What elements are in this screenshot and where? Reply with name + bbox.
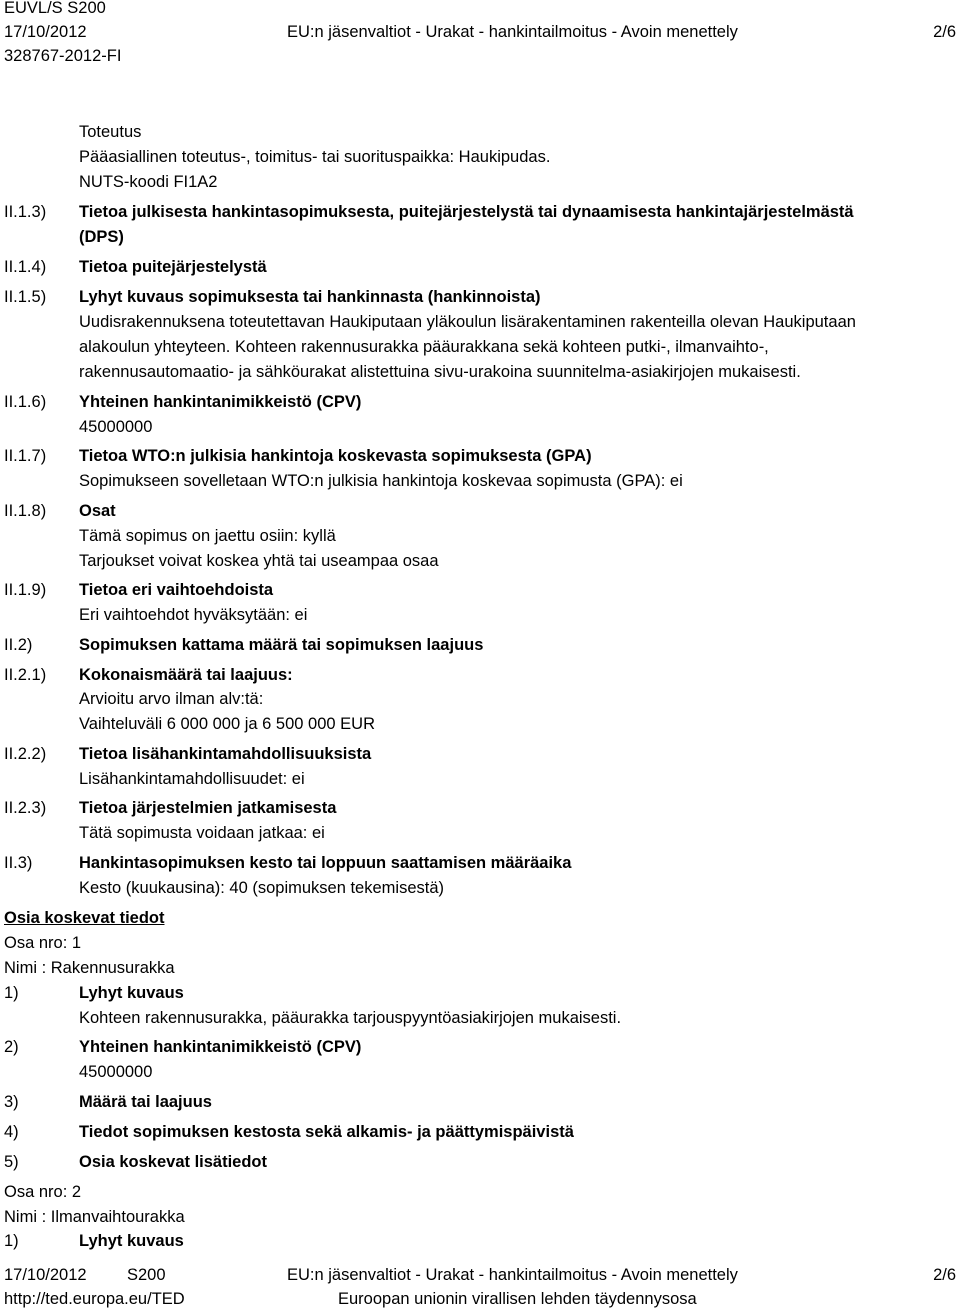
section-label: II.1.6) [4, 393, 47, 411]
lot-item-heading: Lyhyt kuvaus [79, 1232, 184, 1250]
section-heading: Osat [79, 502, 116, 520]
section-heading: Yhteinen hankintanimikkeistö (CPV) [79, 393, 362, 411]
section-line: Tätä sopimusta voidaan jatkaa: ei [79, 824, 325, 842]
lot-number: Osa nro: 2 [4, 1183, 82, 1201]
section-label: II.2.1) [4, 666, 47, 684]
lot-item-number: 1) [4, 1232, 19, 1250]
section-label: II.3) [4, 854, 33, 872]
lot-item-heading: Tiedot sopimuksen kestosta sekä alkamis- ja päättymispäivistä [79, 1123, 574, 1141]
section-line: Lisähankintamahdollisuudet: ei [79, 770, 305, 788]
lot-item-text: 45000000 [79, 1063, 153, 1081]
section-label: II.2.3) [4, 799, 47, 817]
section-label: II.1.3) [4, 203, 47, 221]
section-label: II.1.7) [4, 447, 47, 465]
section-label: II.1.4) [4, 258, 47, 276]
header-doc-id: 328767-2012-FI [4, 47, 122, 65]
section-heading: Kokonaismäärä tai laajuus: [79, 666, 293, 684]
lot-item-number: 2) [4, 1038, 19, 1056]
section-line: Sopimukseen sovelletaan WTO:n julkisia hankintoja koskevaa sopimusta (GPA): ei [79, 472, 683, 490]
header-date: 17/10/2012 [4, 23, 87, 41]
section-heading: Sopimuksen kattama määrä tai sopimuksen laajuus [79, 636, 484, 654]
footer-date: 17/10/2012 [4, 1266, 87, 1284]
section-heading: Tietoa eri vaihtoehdoista [79, 581, 274, 599]
section-heading: Hankintasopimuksen kesto tai loppuun saattamisen määräaika [79, 854, 572, 872]
lot-item-heading: Määrä tai laajuus [79, 1093, 212, 1111]
header-form: EUVL/S S200 [4, 0, 106, 17]
section-line: Arvioitu arvo ilman alv:tä: [79, 690, 264, 708]
lot-number: Osa nro: 1 [4, 934, 82, 952]
section-line: alakoulun yhteyteen. Kohteen rakennusurakka pääurakkana sekä kohteen putki-, ilmanvaihto-, [79, 338, 769, 356]
section-line: Vaihteluväli 6 000 000 ja 6 500 000 EUR [79, 715, 375, 733]
section-line: 45000000 [79, 418, 153, 436]
lot-item-number: 3) [4, 1093, 19, 1111]
footer-form: S200 [127, 1266, 166, 1284]
lot-item-number: 5) [4, 1153, 19, 1171]
section-heading: Tietoa järjestelmien jatkamisesta [79, 799, 337, 817]
lot-item-number: 1) [4, 984, 19, 1002]
lot-item-heading: Yhteinen hankintanimikkeistö (CPV) [79, 1038, 362, 1056]
section-heading: Tietoa lisähankintamahdollisuuksista [79, 745, 372, 763]
footer-url[interactable]: http://ted.europa.eu/TED [4, 1290, 185, 1308]
header-page-number: 2/6 [933, 23, 956, 41]
footer-page-number: 2/6 [933, 1266, 956, 1284]
lot-name: Nimi : Ilmanvaihtourakka [4, 1208, 185, 1226]
section-line: Tämä sopimus on jaettu osiin: kyllä [79, 527, 336, 545]
section-label: II.2.2) [4, 745, 47, 763]
section-line: rakennusautomaatio- ja sähköurakat alistettuina sivu-urakoina suunnitelma-asiakirjojen mukaisesti. [79, 363, 801, 381]
section-label: II.2) [4, 636, 33, 654]
section-heading: Tietoa puitejärjestelystä [79, 258, 267, 276]
section-line: NUTS-koodi FI1A2 [79, 173, 218, 191]
section-label: II.1.9) [4, 581, 47, 599]
lot-item-number: 4) [4, 1123, 19, 1141]
header-title: EU:n jäsenvaltiot - Urakat - hankintailmoitus - Avoin menettely [287, 23, 738, 41]
section-line: Kesto (kuukausina): 40 (sopimuksen tekemisestä) [79, 879, 444, 897]
lots-title: Osia koskevat tiedot [4, 909, 165, 927]
lot-item-heading: Lyhyt kuvaus [79, 984, 184, 1002]
section-line: Tarjoukset voivat koskea yhtä tai useampaa osaa [79, 552, 439, 570]
lot-name: Nimi : Rakennusurakka [4, 959, 175, 977]
section-line: Toteutus [79, 123, 142, 141]
footer-title: EU:n jäsenvaltiot - Urakat - hankintailmoitus - Avoin menettely [287, 1266, 738, 1284]
section-label: II.1.5) [4, 288, 47, 306]
section-heading: Tietoa WTO:n julkisia hankintoja koskevasta sopimuksesta (GPA) [79, 447, 592, 465]
section-label: II.1.8) [4, 502, 47, 520]
lot-item-heading: Osia koskevat lisätiedot [79, 1153, 268, 1171]
section-heading: Lyhyt kuvaus sopimuksesta tai hankinnasta (hankinnoista) [79, 288, 541, 306]
section-line: Pääasiallinen toteutus-, toimitus- tai suorituspaikka: Haukipudas. [79, 148, 551, 166]
section-heading: Tietoa julkisesta hankintasopimuksesta, puitejärjestelystä tai dynaamisesta hankintajärjestelmästä [79, 203, 854, 221]
footer-publication: Euroopan unionin virallisen lehden täydennysosa [338, 1290, 697, 1308]
section-line: Uudisrakennuksena toteutettavan Haukiputaan yläkoulun lisärakentaminen rakenteilla olevan Haukiputaan [79, 313, 856, 331]
section-heading: (DPS) [79, 228, 124, 246]
lot-item-text: Kohteen rakennusurakka, pääurakka tarjouspyyntöasiakirjojen mukaisesti. [79, 1009, 622, 1027]
section-line: Eri vaihtoehdot hyväksytään: ei [79, 606, 308, 624]
